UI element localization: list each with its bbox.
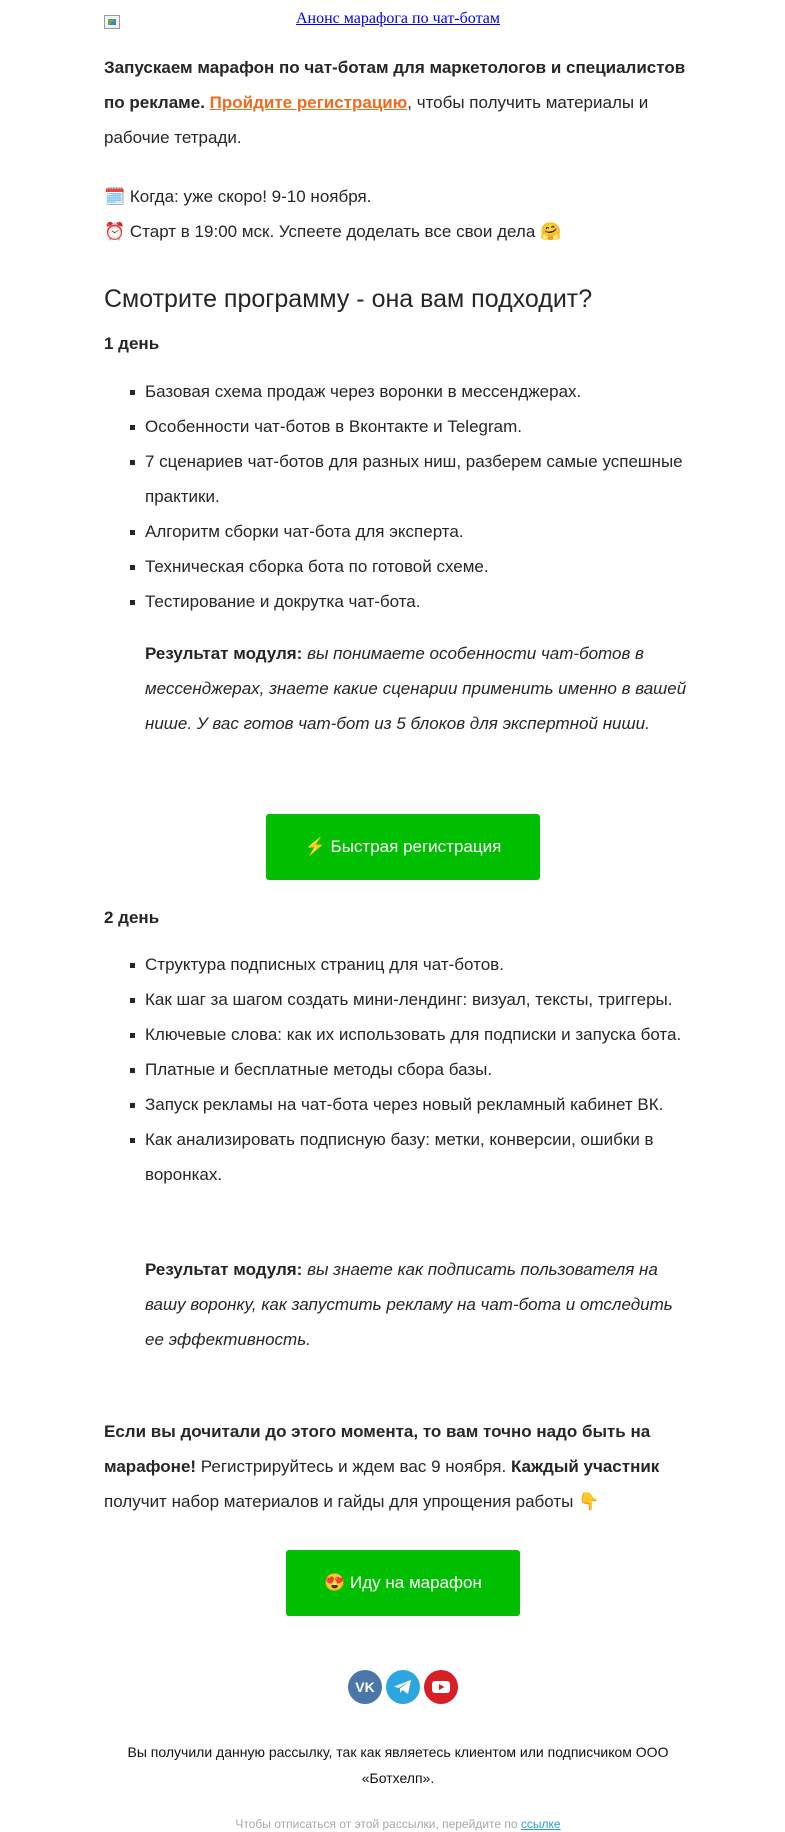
list-item: Техническая сборка бота по готовой схеме.: [104, 549, 694, 584]
list-item: Особенности чат-ботов в Вконтакте и Telegram.: [104, 409, 694, 444]
email-header: [104, 10, 692, 34]
list-item: Алгоритм сборки чат-бота для эксперта.: [104, 514, 694, 549]
join-marathon-button[interactable]: 😍 Иду на марафон: [286, 1550, 520, 1616]
closing-bold-2: Каждый участник: [510, 1457, 660, 1476]
day2-list-block: [104, 947, 694, 1192]
intro-paragraph: [104, 50, 694, 155]
list-item: Структура подписных страниц для чат-ботов.: [104, 947, 694, 982]
event-date: 🗓️ Когда: уже скоро! 9-10 ноября.: [104, 187, 372, 206]
list-item: 7 сценариев чат-ботов для разных ниш, разберем самые успешные практики.: [104, 444, 694, 514]
day1-result-label: Результат модуля:: [145, 644, 303, 663]
day1-result-text: вы понимаете особенности чат-ботов в мессенджерах, знаете какие сценарии применить именно в вашей нише. У вас готов чат-бот из 5 блоков для экспертной ниши.: [145, 644, 687, 733]
day2-result-text: вы знаете как подписать пользователя на вашу воронку, как запустить рекламу на чат-бота и отследить ее эффективность.: [145, 1260, 673, 1349]
telegram-icon[interactable]: [386, 1670, 420, 1704]
unsubscribe-text: Чтобы отписаться от этой рассылки, перейдите по: [235, 1817, 521, 1831]
youtube-icon[interactable]: [424, 1670, 458, 1704]
unsubscribe-link[interactable]: ссылке: [520, 1817, 561, 1831]
closing-text-1: Регистрируйтесь и ждем вас 9 ноября.: [196, 1457, 511, 1476]
day1-title: 1 день: [104, 334, 160, 353]
day1-section: [104, 329, 694, 359]
list-item: Ключевые слова: как их использовать для подписки и запуска бота.: [104, 1017, 694, 1052]
day1-list-block: [104, 374, 694, 619]
day2-result-label: Результат модуля:: [145, 1260, 303, 1279]
vk-icon[interactable]: [348, 1670, 382, 1704]
intro-bold: Запускаем марафон по чат-ботам для маркетологов и специалистов по рекламе.: [104, 58, 686, 112]
event-start-time: ⏰ Старт в 19:00 мск. Успеете доделать все свои дела 🤗: [104, 222, 562, 241]
day2-list: [104, 947, 694, 1192]
closing-bold-1: Если вы дочитали до этого момента, то вам точно надо быть на марафоне!: [104, 1422, 651, 1476]
registration-link[interactable]: Пройдите регистрацию: [209, 93, 408, 112]
subscription-note: Вы получили данную рассылку, так как являетесь клиентом или подписчиком ООО «Ботхелп».: [127, 1744, 669, 1786]
day2-result: [104, 1252, 694, 1357]
unsubscribe-line: [104, 1817, 692, 1831]
day2-section: [104, 903, 694, 933]
svg-text:VK: VK: [355, 1679, 375, 1695]
dates-block: [104, 179, 694, 249]
list-item: Базовая схема продаж через воронки в мессенджерах.: [104, 374, 694, 409]
list-item: Платные и бесплатные методы сбора базы.: [104, 1052, 694, 1087]
program-heading-block: [104, 283, 694, 315]
day1-list: [104, 374, 694, 619]
closing-text-2: получит набор материалов и гайды для упрощения работы 👇: [104, 1492, 600, 1511]
program-heading: Смотрите программу - она вам подходит?: [104, 285, 593, 313]
intro-rest: , чтобы получить материалы и рабочие тетради.: [104, 93, 649, 147]
day2-title: 2 день: [104, 908, 160, 927]
list-item: Как анализировать подписную базу: метки, конверсии, ошибки в воронках.: [104, 1122, 694, 1192]
list-item: Тестирование и докрутка чат-бота.: [104, 584, 694, 619]
announcement-image-link[interactable]: Анонс марафога по чат-ботам: [296, 10, 500, 27]
closing-paragraph: [104, 1414, 694, 1519]
list-item: Как шаг за шагом создать мини-лендинг: визуал, тексты, триггеры.: [104, 982, 694, 1017]
list-item: Запуск рекламы на чат-бота через новый рекламный кабинет ВК.: [104, 1087, 694, 1122]
quick-registration-button[interactable]: ⚡ Быстрая регистрация: [266, 814, 540, 880]
day1-result: [104, 636, 694, 741]
social-links: [348, 1670, 458, 1706]
